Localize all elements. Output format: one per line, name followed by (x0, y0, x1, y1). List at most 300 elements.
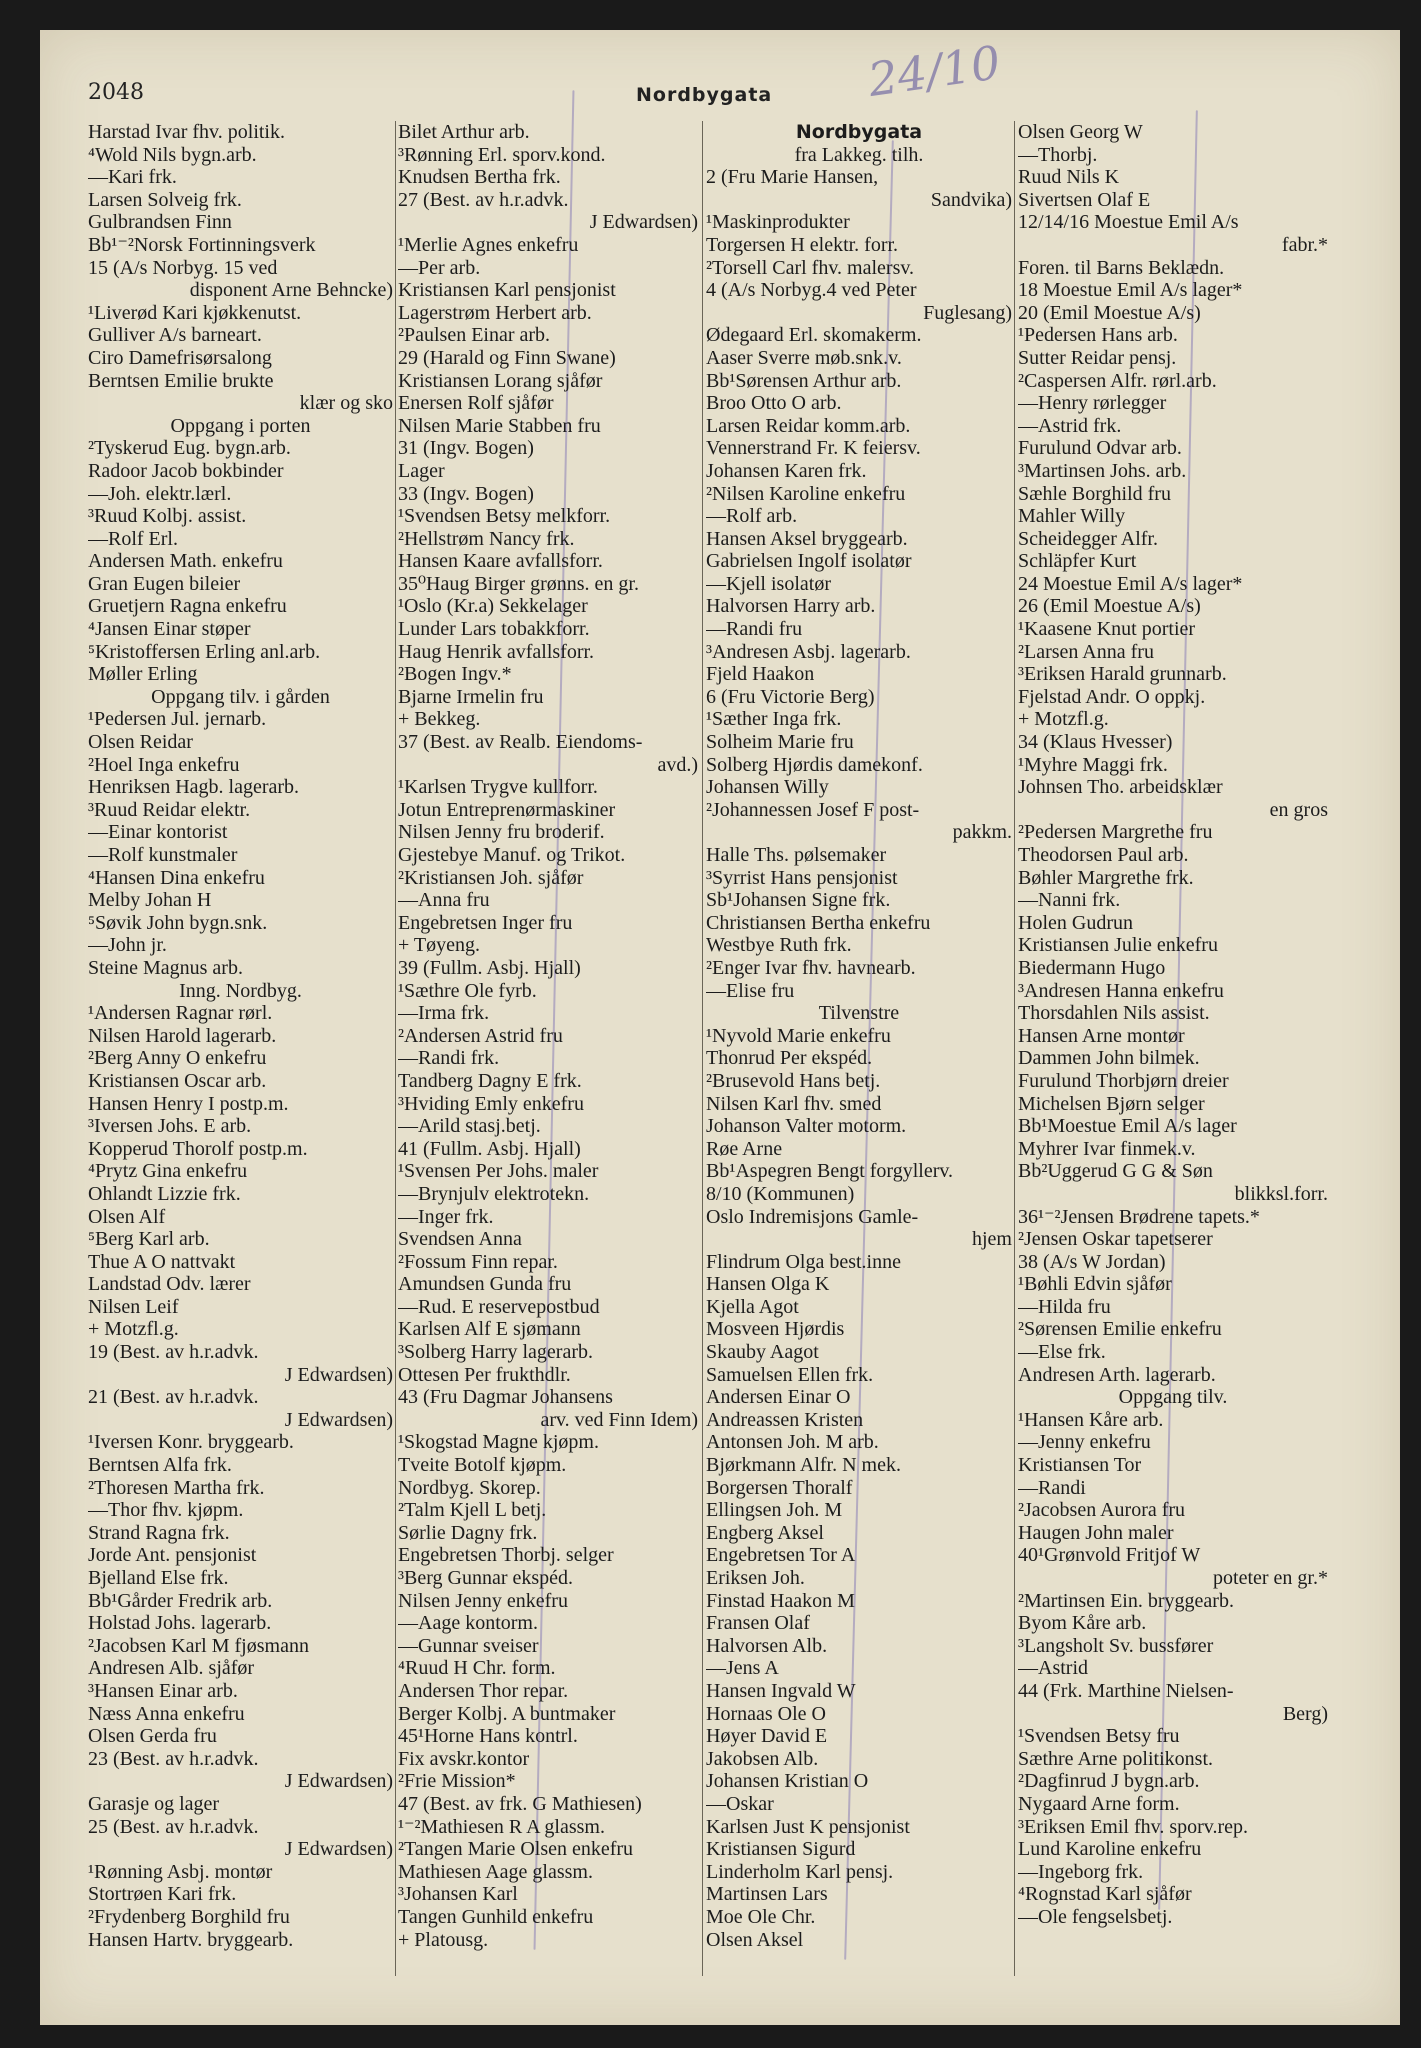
directory-entry: Jorde Ant. pensjonist (88, 1544, 257, 1567)
directory-entry: Nilsen Harold lagerarb. (88, 1024, 277, 1047)
directory-entry: ¹Liverød Kari kjøkkenutst. (88, 301, 302, 324)
directory-entry: —Elise fru (706, 979, 795, 1002)
directory-entry: Aaser Sverre møb.snk.v. (706, 346, 902, 369)
directory-entry: Landstad Odv. lærer (88, 1273, 251, 1296)
directory-entry: Sørlie Dagny frk. (398, 1521, 538, 1544)
directory-entry: ³Ruud Reidar elektr. (88, 798, 251, 821)
directory-entry: + Tøyeng. (398, 934, 481, 957)
directory-entry: Christiansen Bertha enkefru (706, 911, 931, 934)
directory-entry: Halvorsen Alb. (706, 1634, 828, 1657)
directory-entry: Johansen Karen frk. (706, 459, 867, 482)
directory-entry: —Gunnar sveiser (398, 1634, 539, 1657)
directory-entry: ²Tyskerud Eug. bygn.arb. (88, 437, 291, 460)
directory-entry: Bb¹⁻²Norsk Fortinningsverk (88, 233, 316, 256)
directory-entry: —Kjell isolatør (706, 572, 831, 595)
directory-entry: Andersen Einar O (706, 1386, 851, 1409)
directory-entry: Olsen Gerda fru (88, 1725, 217, 1748)
directory-entry: Engebretsen Thorbj. selger (398, 1544, 614, 1567)
directory-entry: ³Syrrist Hans pensjonist (706, 866, 898, 889)
directory-entry: Sutter Reidar pensj. (1018, 346, 1177, 369)
directory-entry: J Edwardsen) (284, 1770, 393, 1793)
directory-entry: disponent Arne Behncke) (189, 279, 393, 302)
directory-entry: Gran Eugen bileier (88, 572, 241, 595)
directory-entry: Røe Arne (706, 1137, 783, 1160)
directory-entry: Thorsdahlen Nils assist. (1018, 1002, 1210, 1025)
directory-entry: —Einar kontorist (88, 821, 228, 844)
directory-entry: Bjørkmann Alfr. N mek. (706, 1454, 901, 1477)
directory-entry: Sivertsen Olaf E (1018, 188, 1151, 211)
directory-entry: Mathiesen Aage glassm. (398, 1860, 593, 1883)
directory-entry: J Edwardsen) (284, 1408, 393, 1431)
directory-entry: Holstad Johs. lagerarb. (88, 1612, 272, 1635)
directory-entry: 38 (A/s W Jordan) (1018, 1250, 1166, 1273)
directory-entry: Furulund Thorbjørn dreier (1018, 1069, 1229, 1092)
directory-entry: Eriksen Joh. (706, 1567, 805, 1589)
directory-entry: Nilsen Jenny enkefru (398, 1589, 568, 1612)
directory-entry: en gros (1269, 798, 1328, 821)
directory-entry: Hansen Henry I postp.m. (88, 1092, 289, 1115)
directory-entry: 26 (Emil Moestue A/s) (1018, 595, 1201, 618)
directory-entry: —Randi (1018, 1476, 1086, 1499)
directory-entry: Hansen Aksel bryggearb. (706, 527, 908, 550)
directory-entry: Bjarne Irmelin fru (398, 685, 544, 708)
directory-entry: 27 (Best. av h.r.advk. (398, 188, 569, 211)
directory-entry: 23 (Best. av h.r.advk. (88, 1747, 259, 1770)
directory-entry: ¹Sæther Inga frk. (706, 708, 842, 731)
directory-entry: —Randi frk. (398, 1047, 500, 1070)
directory-entry: 20 (Emil Moestue A/s) (1018, 301, 1201, 324)
directory-entry: ¹Hansen Kåre arb. (1018, 1408, 1164, 1431)
directory-entry: Nordbyg. Skorep. (398, 1476, 541, 1499)
directory-entry: ³Hviding Emly enkefru (398, 1092, 584, 1115)
directory-entry: Solberg Hjørdis damekonf. (706, 753, 923, 776)
directory-entry: Borgersen Thoralf (706, 1476, 853, 1499)
directory-entry: Engebretsen Tor A (706, 1544, 856, 1567)
directory-entry: Andreassen Kristen (706, 1408, 864, 1431)
directory-entry: Fjelstad Andr. O oppkj. (1018, 685, 1206, 708)
directory-entry: ⁴Ruud H Chr. form. (398, 1657, 556, 1680)
directory-entry: —Thorbj. (1018, 143, 1098, 166)
directory-entry: Gruetjern Ragna enkefru (88, 595, 287, 618)
directory-entry: —Ingeborg frk. (1018, 1860, 1144, 1883)
directory-entry: —Astrid frk. (1018, 414, 1122, 437)
directory-entry: ³Andresen Asbj. lagerarb. (706, 640, 911, 663)
directory-entry: Sb¹Johansen Signe frk. (706, 889, 891, 912)
directory-entry: 29 (Harald og Finn Swane) (398, 346, 616, 369)
directory-entry: ⁴Prytz Gina enkefru (88, 1160, 248, 1183)
directory-entry: pakkm. (952, 821, 1012, 844)
directory-entry: ²Frydenberg Borghild fru (88, 1905, 290, 1928)
directory-entry: + Platousg. (398, 1928, 489, 1951)
directory-entry: Jakobsen Alb. (706, 1747, 819, 1770)
handwritten-note: 24/10 (864, 35, 1004, 107)
directory-entry: —Joh. elektr.lærl. (88, 482, 232, 505)
directory-entry: ²Torsell Carl fhv. malersv. (706, 256, 915, 279)
directory-entry: Jotun Entreprenørmaskiner (398, 798, 616, 821)
directory-entry: Andersen Thor repar. (398, 1679, 569, 1702)
directory-entry: Sæthre Arne politikonst. (1018, 1747, 1213, 1770)
directory-entry: ²Sørensen Emilie enkefru (1018, 1318, 1222, 1341)
directory-entry: Kristiansen Sigurd (706, 1838, 856, 1861)
directory-entry: 41 (Fullm. Asbj. Hjall) (398, 1137, 581, 1160)
directory-entry: Bb¹Moestue Emil A/s lager (1018, 1115, 1237, 1138)
directory-entry: Sæhle Borghild fru (1018, 482, 1171, 505)
directory-entry: 36¹⁻²Jensen Brødrene tapets.* (1018, 1205, 1260, 1228)
directory-entry: 47 (Best. av frk. G Mathiesen) (398, 1792, 642, 1815)
page-number: 2048 (88, 80, 144, 105)
directory-entry: Bjelland Else frk. (88, 1567, 229, 1589)
directory-entry: 35⁰Haug Birger grønns. en gr. (398, 572, 639, 595)
directory-entry: ¹Svendsen Betsy melkforr. (398, 505, 611, 528)
directory-entry: 43 (Fru Dagmar Johansens (398, 1386, 613, 1409)
directory-entry: Thue A O nattvakt (88, 1250, 236, 1273)
directory-entry: ²Caspersen Alfr. rørl.arb. (1018, 369, 1217, 392)
directory-entry: klær og sko (299, 392, 393, 415)
directory-entry: Michelsen Bjørn selger (1018, 1092, 1205, 1115)
directory-entry: Thonrud Per ekspéd. (706, 1047, 873, 1070)
directory-entry: ²Talm Kjell L betj. (398, 1499, 547, 1522)
directory-entry: Gulbrandsen Finn (88, 211, 232, 234)
directory-entry: Tveite Botolf kjøpm. (398, 1454, 567, 1477)
directory-entry: Schläpfer Kurt (1018, 550, 1137, 573)
directory-entry: ³Rønning Erl. sporv.kond. (398, 143, 606, 166)
directory-entry: Harstad Ivar fhv. politik. (88, 121, 285, 143)
column-2 (398, 121, 698, 1971)
directory-entry: Nilsen Jenny fru broderif. (398, 821, 605, 844)
directory-entry: ¹Pedersen Hans arb. (1018, 324, 1178, 347)
directory-entry: Westbye Ruth frk. (706, 934, 852, 957)
directory-entry: ³Iversen Johs. E arb. (88, 1115, 252, 1138)
column-1 (88, 121, 393, 1971)
directory-entry: Olsen Aksel (706, 1928, 804, 1951)
directory-entry: Fix avskr.kontor (398, 1747, 530, 1770)
directory-entry: ¹Sæthre Ole fyrb. (398, 979, 537, 1002)
directory-entry: Bb²Uggerud G G & Søn (1018, 1160, 1213, 1183)
directory-entry: ²Andersen Astrid fru (398, 1024, 563, 1047)
directory-entry: 2 (Fru Marie Hansen, (706, 166, 879, 189)
directory-entry: ²Hoel Inga enkefru (88, 753, 240, 776)
directory-entry: ³Johansen Karl (398, 1883, 518, 1906)
directory-entry: Amundsen Gunda fru (398, 1273, 572, 1296)
directory-entry: Tilvenstre (818, 1002, 900, 1025)
directory-entry: 33 (Ingv. Bogen) (398, 482, 534, 505)
directory-entry: Tandberg Dagny E frk. (398, 1069, 582, 1092)
directory-entry: ¹Iversen Konr. bryggearb. (88, 1431, 294, 1454)
directory-entry: Ellingsen Joh. M (706, 1499, 843, 1522)
directory-entry: —Ole fengselsbetj. (1018, 1905, 1173, 1928)
directory-entry: ⁴Hansen Dina enkefru (88, 866, 265, 889)
directory-entry: Berntsen Alfa frk. (88, 1454, 232, 1477)
directory-entry: Olsen Alf (88, 1205, 166, 1228)
directory-entry: Berntsen Emilie brukte (88, 369, 274, 392)
directory-entry: —Anna fru (398, 889, 490, 912)
directory-entry: Fjeld Haakon (706, 663, 815, 686)
directory-entry: ⁴Jansen Einar støper (88, 618, 251, 641)
directory-entry: 6 (Fru Victorie Berg) (706, 685, 875, 708)
directory-entry: ¹Skogstad Magne kjøpm. (398, 1431, 599, 1454)
directory-entry: Finstad Haakon M (706, 1589, 855, 1612)
directory-entry: Gabrielsen Ingolf isolatør (706, 550, 912, 573)
directory-entry: ²Martinsen Ein. bryggearb. (1018, 1589, 1234, 1612)
directory-entry: —Jens A (706, 1657, 779, 1680)
directory-entry: 19 (Best. av h.r.advk. (88, 1341, 259, 1364)
directory-entry: Larsen Solveig frk. (88, 188, 242, 211)
directory-entry: Høyer David E (706, 1725, 828, 1748)
directory-entry: ²Jacobsen Aurora fru (1018, 1499, 1186, 1522)
directory-entry: Olsen Reidar (88, 731, 193, 754)
directory-entry: Scheidegger Alfr. (1018, 527, 1158, 550)
directory-entry: Johnsen Tho. arbeidsklær (1018, 776, 1223, 799)
directory-entry: —John jr. (88, 934, 167, 957)
directory-entry: Knudsen Bertha frk. (398, 166, 561, 189)
directory-entry: Radoor Jacob bokbinder (88, 459, 284, 482)
directory-entry: Sandvika) (930, 188, 1012, 211)
directory-entry: Andresen Arth. lagerarb. (1018, 1363, 1216, 1386)
directory-entry: ²Kristiansen Joh. sjåfør (398, 866, 584, 889)
directory-entry: ³Ruud Kolbj. assist. (88, 505, 247, 528)
directory-entry: Lunder Lars tobakkforr. (398, 618, 590, 641)
directory-entry: poteter en gr.* (1213, 1567, 1328, 1589)
directory-entry: —Astrid (1018, 1657, 1088, 1680)
directory-entry: Moe Ole Chr. (706, 1905, 816, 1928)
directory-entry: —Else frk. (1018, 1341, 1106, 1364)
directory-entry: Melby Johan H (88, 889, 212, 912)
directory-entry: Larsen Reidar komm.arb. (706, 414, 911, 437)
directory-entry: ³Eriksen Emil fhv. sporv.rep. (1018, 1815, 1249, 1838)
directory-entry: Karlsen Alf E sjømann (398, 1318, 581, 1341)
column-divider (395, 121, 396, 1976)
directory-entry: hjem (972, 1228, 1012, 1251)
directory-entry: J Edwardsen) (284, 1363, 393, 1386)
directory-entry: Myhrer Ivar finmek.v. (1018, 1137, 1196, 1160)
directory-entry: ²Jacobsen Karl M fjøsmann (88, 1634, 309, 1657)
directory-entry: fabr.* (1281, 233, 1328, 256)
directory-entry: Hansen Arne montør (1018, 1024, 1185, 1047)
directory-entry: ²Paulsen Einar arb. (398, 324, 551, 347)
column-3 (706, 121, 1012, 1971)
directory-entry: ²Thoresen Martha frk. (88, 1476, 265, 1499)
directory-entry: Nygaard Arne form. (1018, 1792, 1180, 1815)
directory-entry: ¹Merlie Agnes enkefru (398, 233, 579, 256)
directory-entry: Antonsen Joh. M arb. (706, 1431, 879, 1454)
directory-entry: ²Nilsen Karoline enkefru (706, 482, 906, 505)
directory-entry: Kopperud Thorolf postp.m. (88, 1137, 308, 1160)
directory-entry: Biedermann Hugo (1018, 956, 1166, 979)
directory-entry: —Kari frk. (88, 166, 177, 189)
directory-entry: ¹Nyvold Marie enkefru (706, 1024, 891, 1047)
directory-entry: ⁵Søvik John bygn.snk. (88, 911, 268, 934)
directory-entry: ²Dagfinrud J bygn.arb. (1018, 1770, 1200, 1793)
column-divider (1014, 121, 1015, 1976)
directory-entry: Hansen Kaare avfallsforr. (398, 550, 603, 573)
directory-entry: —Per arb. (398, 256, 481, 279)
directory-entry: Ohlandt Lizzie frk. (88, 1182, 241, 1205)
directory-entry: ²Frie Mission* (398, 1770, 516, 1793)
directory-entry: Berg) (1282, 1702, 1328, 1725)
directory-entry: ⁵Kristoffersen Erling anl.arb. (88, 640, 321, 663)
directory-entry: ¹Svensen Per Johs. maler (398, 1160, 599, 1183)
directory-entry: Haugen John maler (1018, 1521, 1174, 1544)
directory-entry: Enersen Rolf sjåfør (398, 392, 554, 415)
directory-entry: Hansen Ingvald W (706, 1679, 856, 1702)
directory-entry: ²Hellstrøm Nancy frk. (398, 527, 575, 550)
directory-entry: ¹Pedersen Jul. jernarb. (88, 708, 267, 731)
directory-entry: Solheim Marie fru (706, 731, 854, 754)
directory-entry: Haug Henrik avfallsforr. (398, 640, 595, 663)
directory-entry: ¹Maskinprodukter (706, 211, 850, 234)
directory-entry: Ruud Nils K (1018, 166, 1120, 189)
directory-entry: —Nanni frk. (1018, 889, 1121, 912)
directory-entry: ¹Kaasene Knut portier (1018, 618, 1196, 641)
directory-entry: ³Eriksen Harald grunnarb. (1018, 663, 1227, 686)
directory-entry: 4 (A/s Norbyg.4 ved Peter (706, 279, 917, 302)
directory-entry: 25 (Best. av h.r.advk. (88, 1815, 259, 1838)
directory-entry: ²Brusevold Hans betj. (706, 1069, 881, 1092)
directory-entry: Kjella Agot (706, 1295, 799, 1318)
directory-entry: ⁴Wold Nils bygn.arb. (88, 143, 257, 166)
page-title: Nordbygata (636, 84, 773, 106)
directory-entry: —Thor fhv. kjøpm. (88, 1499, 244, 1522)
directory-entry: Vennerstrand Fr. K feiersv. (706, 437, 921, 460)
directory-entry: Skauby Aagot (706, 1341, 819, 1364)
directory-entry: Nilsen Leif (88, 1295, 179, 1318)
directory-entry: Gulliver A/s barneart. (88, 324, 262, 347)
directory-entry: Henriksen Hagb. lagerarb. (88, 776, 300, 799)
directory-entry: ²Jensen Oskar tapetserer (1018, 1228, 1213, 1251)
directory-entry: ²Berg Anny O enkefru (88, 1047, 267, 1070)
directory-entry: ³Hansen Einar arb. (88, 1679, 238, 1702)
directory-entry: 21 (Best. av h.r.advk. (88, 1386, 259, 1409)
directory-entry: Mahler Willy (1018, 505, 1126, 528)
directory-entry: + Motzfl.g. (88, 1318, 179, 1341)
column-4 (1018, 121, 1328, 1971)
directory-entry: —Hilda fru (1018, 1295, 1111, 1318)
directory-entry: Stortrøen Kari frk. (88, 1883, 237, 1906)
directory-entry: ²Pedersen Margrethe fru (1018, 821, 1213, 844)
directory-entry: 8/10 (Kommunen) (706, 1182, 855, 1205)
directory-entry: Strand Ragna frk. (88, 1521, 230, 1544)
directory-entry: Halvorsen Harry arb. (706, 595, 876, 618)
directory-entry: Oppgang tilv. (1118, 1386, 1228, 1409)
directory-entry: ¹Andersen Ragnar rørl. (88, 1002, 273, 1025)
directory-entry: 18 Moestue Emil A/s lager* (1018, 279, 1243, 302)
directory-entry: 39 (Fullm. Asbj. Hjall) (398, 956, 581, 979)
directory-entry: 31 (Ingv. Bogen) (398, 437, 534, 460)
directory-entry: J Edwardsen) (589, 211, 698, 234)
directory-entry: —Inger frk. (398, 1205, 494, 1228)
directory-entry: Andersen Math. enkefru (88, 550, 283, 573)
directory-entry: Flindrum Olga best.inne (706, 1250, 901, 1273)
directory-entry: Fuglesang) (923, 301, 1012, 324)
directory-entry: ³Langsholt Sv. bussfører (1018, 1634, 1214, 1657)
directory-entry: Nordbygata (795, 121, 923, 143)
directory-entry: Ciro Damefrisørsalong (88, 346, 272, 369)
directory-entry: Steine Magnus arb. (88, 956, 243, 979)
directory-entry: —Henry rørlegger (1018, 392, 1167, 415)
directory-entry: ³Martinsen Johs. arb. (1018, 459, 1187, 482)
directory-entry: —Oskar (706, 1792, 774, 1815)
directory-entry: Tangen Gunhild enkefru (398, 1905, 594, 1928)
directory-entry: —Irma frk. (398, 1002, 490, 1025)
directory-entry: —Jenny enkefru (1018, 1431, 1151, 1454)
directory-entry: —Rolf Erl. (88, 527, 178, 550)
directory-entry: 45¹Horne Hans kontrl. (398, 1725, 578, 1748)
directory-entry: ¹Bøhli Edvin sjåfør (1018, 1273, 1172, 1296)
directory-entry: arv. ved Finn Idem) (540, 1408, 698, 1431)
directory-entry: Berger Kolbj. A buntmaker (398, 1702, 616, 1725)
directory-entry: Theodorsen Paul arb. (1018, 844, 1189, 866)
directory-entry: + Bekkeg. (398, 708, 481, 731)
directory-entry: ¹Myhre Maggi frk. (1018, 753, 1168, 776)
directory-entry: Bb¹Aspegren Bengt forgyllerv. (706, 1160, 954, 1183)
directory-entry: Mosveen Hjørdis (706, 1318, 845, 1341)
directory-entry: Bøhler Margrethe frk. (1018, 866, 1194, 889)
directory-entry: Broo Otto O arb. (706, 392, 842, 415)
directory-entry: Byom Kåre arb. (1018, 1612, 1147, 1635)
directory-entry: Næss Anna enkefru (88, 1702, 245, 1725)
directory-entry: Gjestebye Manuf. og Trikot. (398, 844, 626, 866)
directory-entry: Johansen Willy (706, 776, 829, 799)
directory-entry: Halle Ths. pølsemaker (706, 844, 887, 866)
directory-entry: Linderholm Karl pensj. (706, 1860, 894, 1883)
directory-entry: Bb¹Sørensen Arthur arb. (706, 369, 902, 392)
directory-entry: Kristiansen Julie enkefru (1018, 934, 1218, 957)
directory-entry: Andresen Alb. sjåfør (88, 1657, 255, 1680)
directory-entry: ⁵Berg Karl arb. (88, 1228, 210, 1251)
directory-entry: Johansen Kristian O (706, 1770, 869, 1793)
directory-entry: blikksl.forr. (1234, 1182, 1328, 1205)
directory-entry: ¹Karlsen Trygve kullforr. (398, 776, 598, 799)
directory-entry: Oslo Indremisjons Gamle- (706, 1205, 919, 1228)
directory-entry: Johanson Valter motorm. (706, 1115, 907, 1138)
column-divider (702, 121, 703, 1976)
directory-entry: —Rolf arb. (706, 505, 798, 528)
directory-entry: ¹⁻²Mathiesen R A glassm. (398, 1815, 605, 1838)
directory-entry: 44 (Frk. Marthine Nielsen- (1018, 1679, 1234, 1702)
directory-entry: Ottesen Per frukthdlr. (398, 1363, 571, 1386)
directory-entry: Hansen Olga K (706, 1273, 830, 1296)
directory-entry: ²Johannessen Josef F post- (706, 798, 920, 821)
directory-entry: Holen Gudrun (1018, 911, 1133, 934)
directory-entry: Olsen Georg W (1018, 121, 1143, 143)
directory-entry: ⁴Rognstad Karl sjåfør (1018, 1883, 1192, 1906)
directory-entry: 24 Moestue Emil A/s lager* (1018, 572, 1243, 595)
directory-entry: Oppgang i porten (170, 414, 311, 437)
directory-entry: avd.) (657, 753, 698, 776)
directory-entry: Engebretsen Inger fru (398, 911, 573, 934)
directory-entry: 37 (Best. av Realb. Eiendoms- (398, 731, 643, 754)
directory-entry: —Brynjulv elektrotekn. (398, 1182, 590, 1205)
directory-entry: J Edwardsen) (284, 1838, 393, 1861)
directory-entry: 40¹Grønvold Fritjof W (1018, 1544, 1201, 1567)
directory-entry: Nilsen Karl fhv. smed (706, 1092, 882, 1115)
directory-entry: Lagerstrøm Herbert arb. (398, 301, 592, 324)
directory-entry: —Arild stasj.betj. (398, 1115, 541, 1138)
directory-entry: ²Enger Ivar fhv. havnearb. (706, 956, 916, 979)
directory-entry: Garasje og lager (88, 1792, 220, 1815)
directory-entry: fra Lakkeg. tilh. (794, 143, 924, 166)
directory-entry: Lund Karoline enkefru (1018, 1838, 1202, 1861)
directory-entry: Nilsen Marie Stabben fru (398, 414, 601, 437)
directory-entry: Hornaas Ole O (706, 1702, 826, 1725)
directory-entry: ²Fossum Finn repar. (398, 1250, 558, 1273)
directory-entry: Bilet Arthur arb. (398, 121, 530, 143)
directory-entry: Martinsen Lars (706, 1883, 828, 1906)
directory-entry: —Rolf kunstmaler (88, 844, 238, 866)
directory-entry: —Aage kontorm. (398, 1612, 538, 1635)
directory-entry: Foren. til Barns Beklædn. (1018, 256, 1225, 279)
directory-entry: Oppgang tilv. i gården (151, 685, 330, 708)
